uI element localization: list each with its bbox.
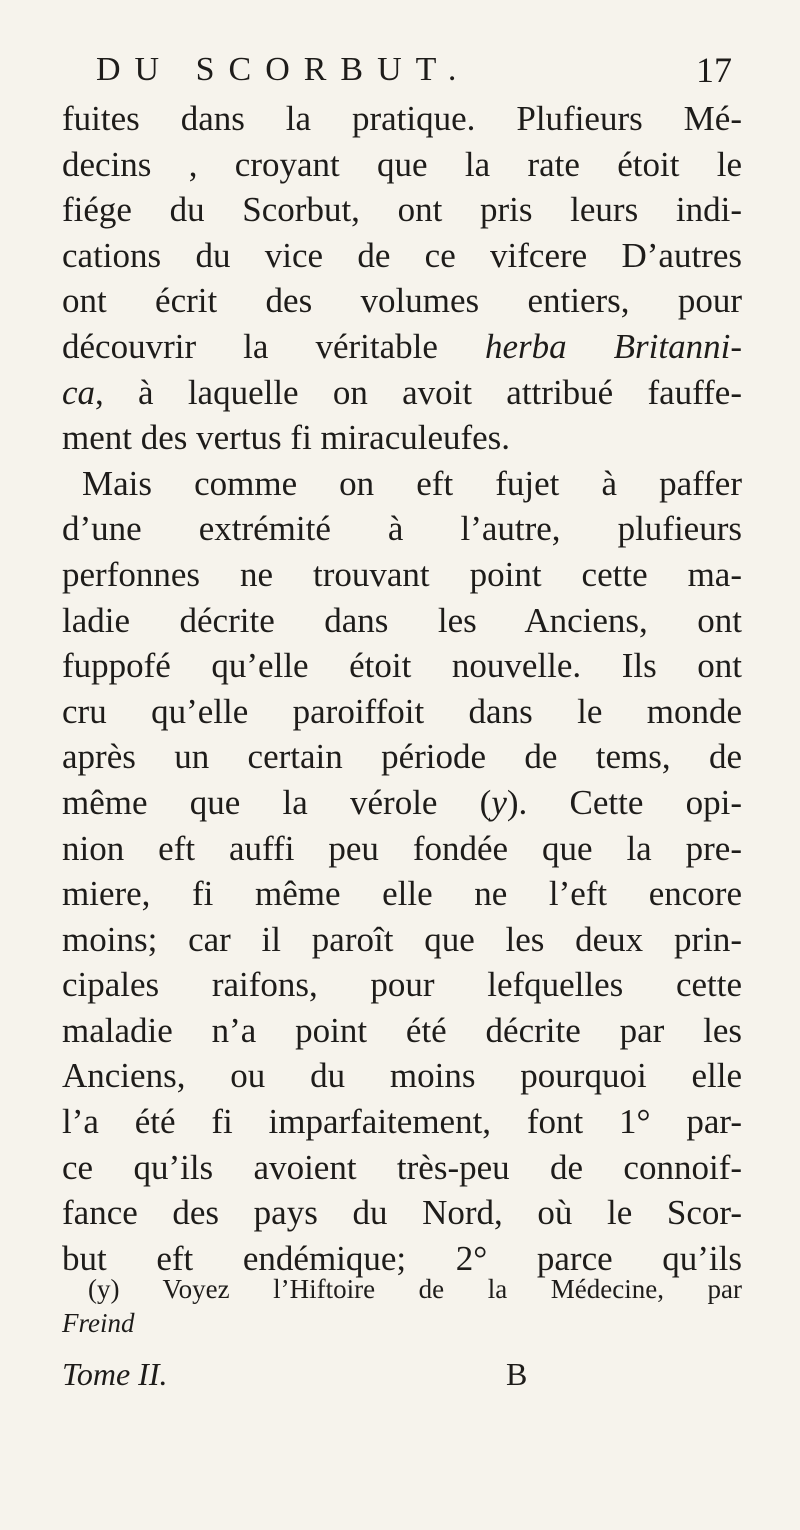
text-line: ce qu’ils avoient très-peu de connoif- [62, 1147, 742, 1187]
text-line: fuppofé qu’elle étoit nouvelle. Ils ont [62, 646, 742, 686]
text-line: ca, à laquelle on avoit attribué fauffe- [62, 372, 742, 412]
footnote-line: (y) Voyez l’Hiftoire de la Médecine, par [88, 1274, 742, 1304]
text-line: perfonnes ne trouvant point cette ma- [62, 554, 742, 594]
text-line: decins , croyant que la rate étoit le [62, 144, 742, 184]
tome-label: Tome II. [62, 1356, 168, 1392]
text-line: l’a été fi imparfaitement, font 1° par- [62, 1102, 742, 1142]
page-footer [62, 1352, 742, 1396]
footnote [62, 1272, 742, 1340]
text-line: cations du vice de ce vifcere D’autres [62, 235, 742, 275]
text-line: fiége du Scorbut, ont pris leurs indi- [62, 190, 742, 230]
footnote-author: Freind [62, 1308, 135, 1338]
text-line: miere, fi même elle ne l’eft encore [62, 874, 742, 914]
text-line: nion eft auffi peu fondée que la pre- [62, 828, 742, 868]
text-line: moins; car il paroît que les deux prin- [62, 919, 742, 959]
body-text [62, 96, 742, 1281]
text-line: Anciens, ou du moins pourquoi elle [62, 1056, 742, 1096]
page-number: 17 [696, 50, 732, 90]
text-line: but eft endémique; 2° parce qu’ils [62, 1238, 742, 1278]
text-line: fance des pays du Nord, où le Scor- [62, 1193, 742, 1233]
text-line: ladie décrite dans les Anciens, ont [62, 600, 742, 640]
text-line: maladie n’a point été décrite par les [62, 1010, 742, 1050]
text-line: cru qu’elle paroiffoit dans le monde [62, 691, 742, 731]
text-line: ont écrit des volumes entiers, pour [62, 281, 742, 321]
running-title: DU SCORBUT. [96, 51, 471, 88]
text-line: ment des vertus fi miraculeufes. [62, 418, 511, 458]
text-line: découvrir la véritable herba Britanni- [62, 326, 743, 366]
text-line: fuites dans la pratique. Plufieurs Mé- [62, 99, 742, 138]
text-line: après un certain période de tems, de [62, 737, 742, 777]
text-line: cipales raifons, pour lefquelles cette [62, 965, 742, 1005]
signature-mark: B [506, 1356, 528, 1392]
text-line: même que la vérole (y). Cette opi- [62, 782, 742, 822]
text-line: d’une extrémité à l’autre, plufieurs [62, 509, 742, 549]
running-head [96, 46, 736, 94]
text-line: Mais comme on eft fujet à paffer [82, 463, 742, 503]
